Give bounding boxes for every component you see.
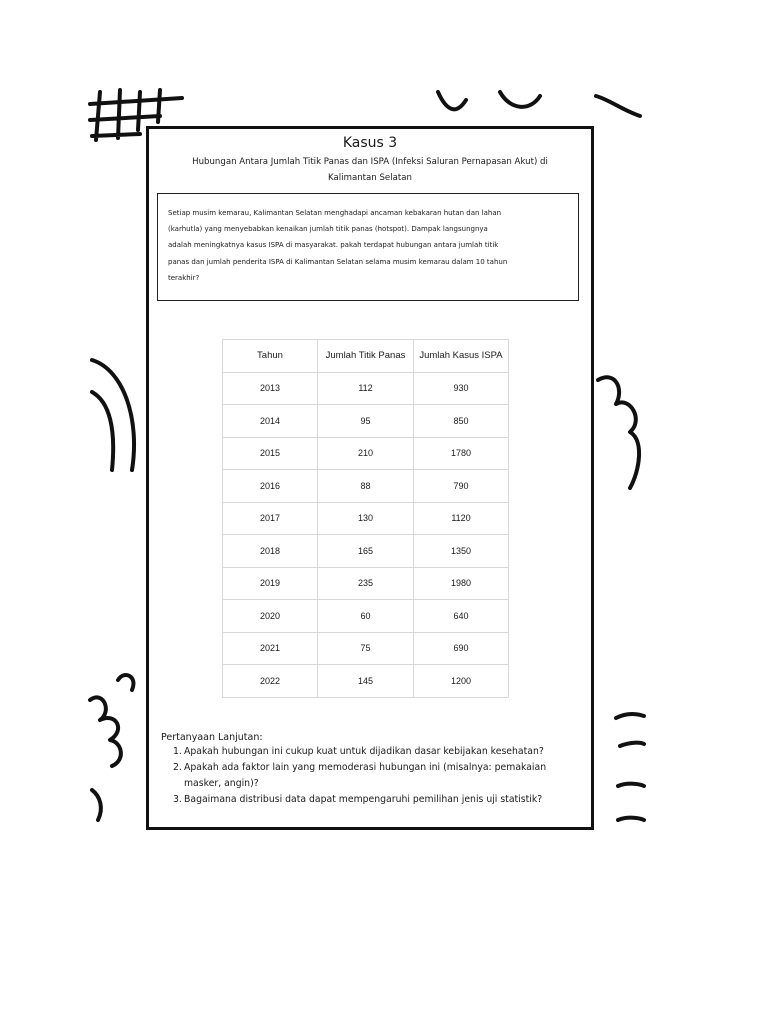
case-description-box xyxy=(157,193,579,301)
cell-ispa: 1120 xyxy=(414,502,509,535)
cell-ispa: 790 xyxy=(414,470,509,503)
table-header-row xyxy=(223,340,509,373)
table-row xyxy=(223,502,509,535)
cell-year: 2014 xyxy=(223,405,318,438)
case-text-line: panas dan jumlah penderita ISPA di Kalimantan Selatan selama musim kemarau dalam 10 tahun xyxy=(168,257,508,266)
subtitle-line: Kalimantan Selatan xyxy=(328,173,412,183)
column-header-ispa: Jumlah Kasus ISPA xyxy=(414,340,509,373)
case-text-line: (karhutla) yang menyebabkan kenaikan jumlah titik panas (hotspot). Dampak langsungnya xyxy=(168,225,488,234)
case-text-line: Setiap musim kemarau, Kalimantan Selatan menghadapi ancaman kebakaran hutan dan lahan xyxy=(168,209,502,217)
loops-doodle-bottom-left xyxy=(90,675,133,766)
question-item xyxy=(173,760,593,792)
table-row xyxy=(223,405,509,438)
table-row xyxy=(223,567,509,600)
table-row xyxy=(223,600,509,633)
cell-ispa: 930 xyxy=(414,372,509,405)
cell-year: 2019 xyxy=(223,567,318,600)
page-title: Kasus 3 xyxy=(342,135,398,151)
cell-hotspots: 235 xyxy=(318,567,414,600)
question-text-continued: masker, angin)? xyxy=(184,778,259,789)
cell-year: 2013 xyxy=(223,372,318,405)
table-row xyxy=(223,437,509,470)
cell-ispa: 1780 xyxy=(414,437,509,470)
cell-hotspots: 60 xyxy=(318,600,414,633)
column-header-year: Tahun xyxy=(223,340,318,373)
cell-ispa: 1350 xyxy=(414,535,509,568)
question-number: 1. xyxy=(173,746,182,757)
curve-doodle-top-right xyxy=(438,92,640,116)
arch-doodle-left xyxy=(92,360,134,470)
table-row xyxy=(223,665,509,698)
cell-ispa: 640 xyxy=(414,600,509,633)
question-number: 2. xyxy=(173,762,182,773)
subtitle-line: Hubungan Antara Jumlah Titik Panas dan ISPA (Infeksi Saluran Pernapasan Akut) di xyxy=(192,157,548,167)
blob-doodle-right xyxy=(598,377,639,488)
cell-year: 2018 xyxy=(223,535,318,568)
subtitle xyxy=(169,154,571,186)
table-row xyxy=(223,470,509,503)
cell-year: 2021 xyxy=(223,632,318,665)
cell-ispa: 850 xyxy=(414,405,509,438)
cell-hotspots: 145 xyxy=(318,665,414,698)
question-item xyxy=(173,792,593,808)
questions-list xyxy=(173,744,593,808)
corner-doodle-bottom-left xyxy=(92,790,101,820)
data-table xyxy=(222,339,509,698)
table-row xyxy=(223,535,509,568)
case-text-line: adalah meningkatnya kasus ISPA di masyarakat. pakah terdapat hubungan antara jumlah titik xyxy=(168,241,499,250)
lines-doodle-bottom-right xyxy=(616,714,644,820)
cell-hotspots: 210 xyxy=(318,437,414,470)
case-text-line: terakhir? xyxy=(168,273,200,282)
question-item xyxy=(173,744,593,760)
case-card xyxy=(146,126,594,830)
table-row xyxy=(223,372,509,405)
question-text: Apakah ada faktor lain yang memoderasi hubungan ini (misalnya: pemakaian xyxy=(184,762,547,773)
cell-ispa: 1980 xyxy=(414,567,509,600)
cell-hotspots: 130 xyxy=(318,502,414,535)
cell-year: 2017 xyxy=(223,502,318,535)
cell-year: 2022 xyxy=(223,665,318,698)
cell-hotspots: 75 xyxy=(318,632,414,665)
cell-hotspots: 95 xyxy=(318,405,414,438)
cell-year: 2020 xyxy=(223,600,318,633)
table-row xyxy=(223,632,509,665)
cell-year: 2016 xyxy=(223,470,318,503)
questions-heading: Pertanyaan Lanjutan: xyxy=(161,732,263,743)
cell-hotspots: 88 xyxy=(318,470,414,503)
column-header-hotspots: Jumlah Titik Panas xyxy=(318,340,414,373)
cell-ispa: 1200 xyxy=(414,665,509,698)
question-number: 3. xyxy=(173,794,182,805)
cell-ispa: 690 xyxy=(414,632,509,665)
question-text: Bagaimana distribusi data dapat mempengaruhi pemilihan jenis uji statistik? xyxy=(184,794,543,805)
cell-hotspots: 112 xyxy=(318,372,414,405)
question-text: Apakah hubungan ini cukup kuat untuk dijadikan dasar kebijakan kesehatan? xyxy=(184,746,544,757)
cell-hotspots: 165 xyxy=(318,535,414,568)
cell-year: 2015 xyxy=(223,437,318,470)
